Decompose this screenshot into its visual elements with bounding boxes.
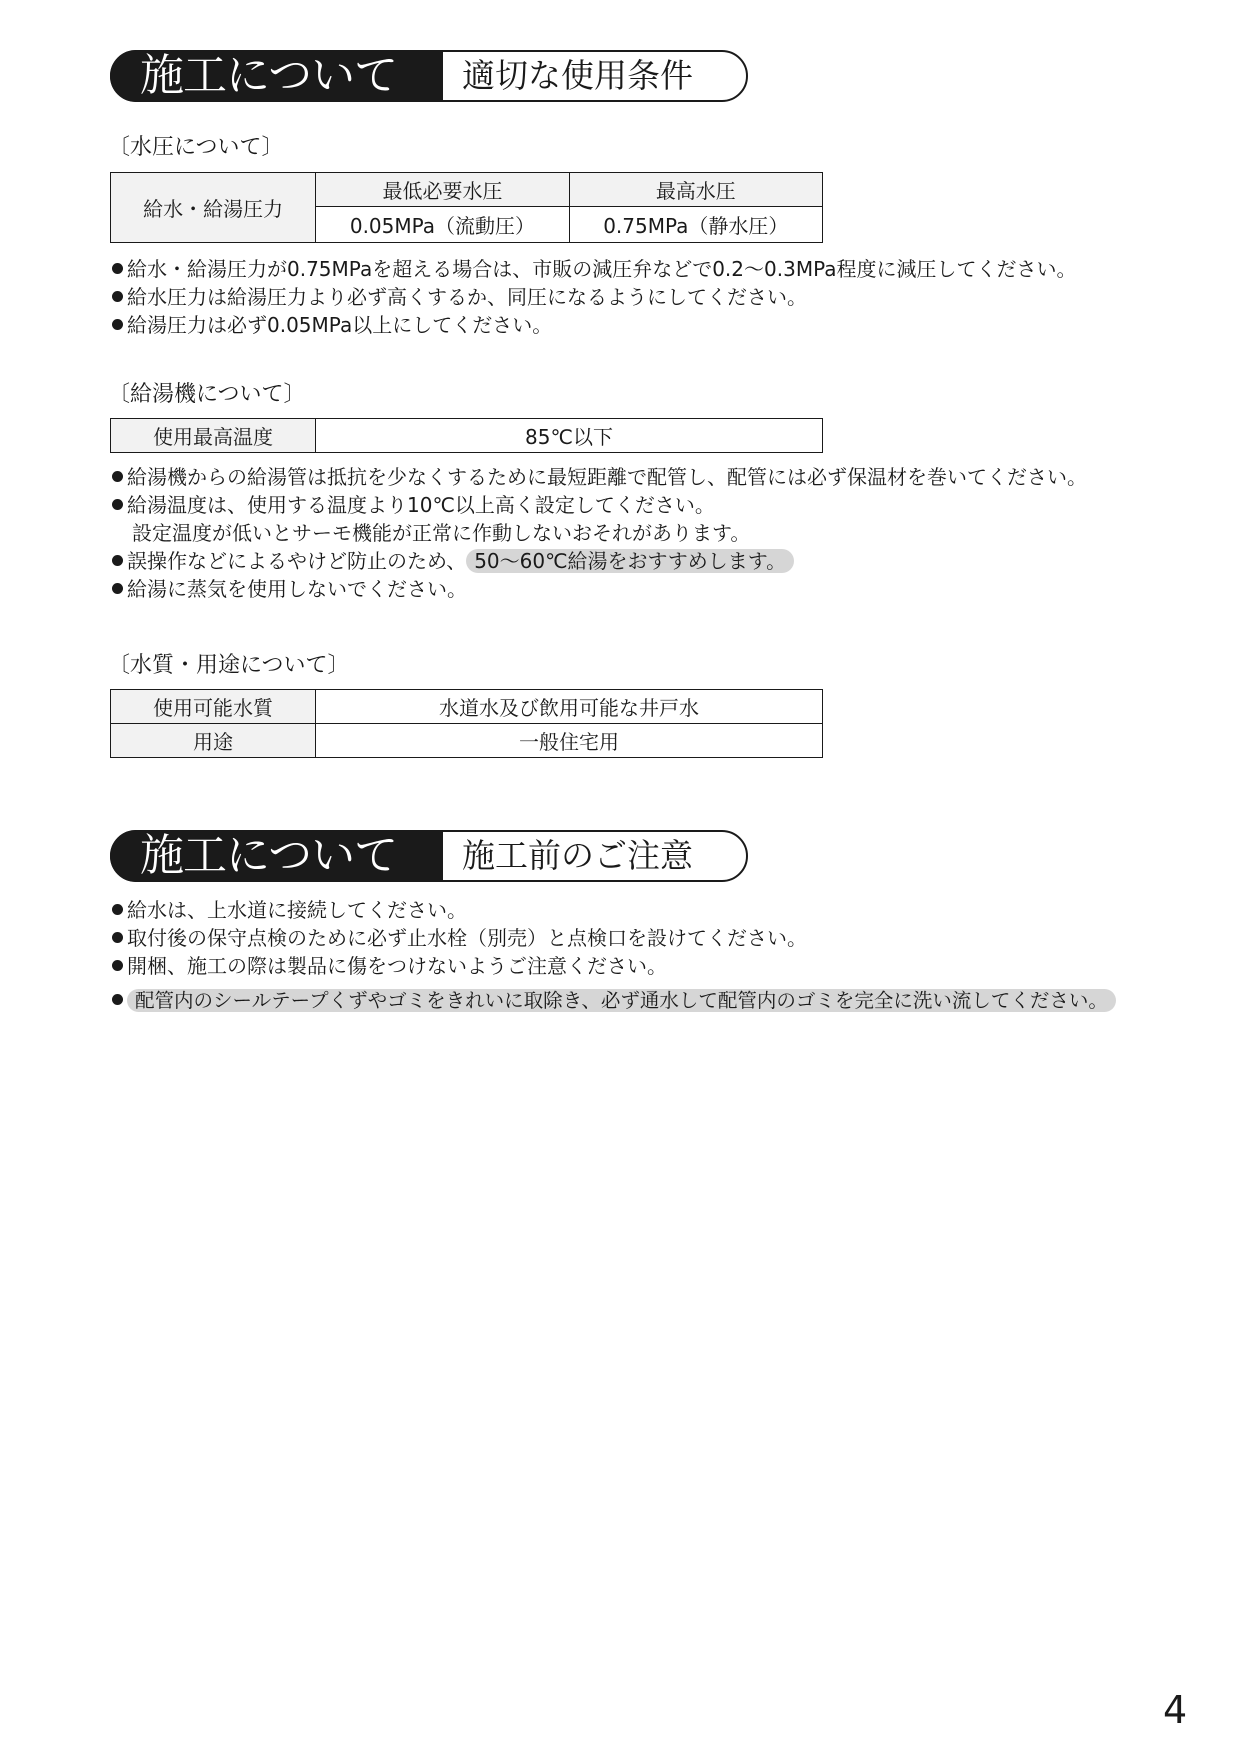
heading-light-label: 施工前のご注意 xyxy=(462,836,693,875)
section-heading-precautions xyxy=(110,830,748,882)
list-item-continuation: 設定温度が低いとサーモ機能が正常に作動しないおそれがあります。 xyxy=(132,521,751,545)
cell-min-header: 最低必要水圧 xyxy=(316,173,569,207)
bullet-icon xyxy=(112,932,123,943)
list-item: 給水・給湯圧力が0.75MPaを超える場合は、市販の減圧弁などで0.2～0.3MPa程度に減圧してください。 xyxy=(110,255,1077,283)
water-pressure-table xyxy=(110,172,823,243)
list-item: 給湯に蒸気を使用しないでください。 xyxy=(110,575,1087,603)
subhead-water-pressure: 〔水圧について〕 xyxy=(108,135,284,160)
page-number: 4 xyxy=(1163,1688,1188,1732)
bullet-icon xyxy=(112,471,123,482)
section-heading-usage-conditions xyxy=(110,50,748,102)
heading-dark-label: 施工について xyxy=(110,830,443,882)
water-heater-table xyxy=(110,418,823,453)
list-item: 給水圧力は給湯圧力より必ず高くするか、同圧になるようにしてください。 xyxy=(110,283,1077,311)
list-item: 給湯圧力は必ず0.05MPa以上にしてください。 xyxy=(110,311,1077,339)
list-item: 誤操作などによるやけど防止のため、 50～60℃給湯をおすすめします。 xyxy=(110,547,1087,575)
cell-max-temp-value: 85℃以下 xyxy=(316,419,823,453)
bullet-icon xyxy=(112,583,123,594)
water-pressure-notes xyxy=(110,255,1077,339)
cell-usage-label: 用途 xyxy=(111,724,316,758)
cell-quality-value: 水道水及び飲用可能な井戸水 xyxy=(316,690,823,724)
heading-light-label: 適切な使用条件 xyxy=(462,56,693,95)
cell-min-value: 0.05MPa（流動圧） xyxy=(316,207,569,243)
bullet-icon xyxy=(112,291,123,302)
bullet-icon xyxy=(112,263,123,274)
cell-max-value: 0.75MPa（静水圧） xyxy=(569,207,822,243)
list-item: 給水は、上水道に接続してください。 xyxy=(110,896,1116,924)
highlight-flush-pipes: 配管内のシールテープくずやゴミをきれいに取除き、必ず通水して配管内のゴミを完全に洗い流してください。 xyxy=(127,989,1116,1012)
precaution-notes xyxy=(110,896,1116,1015)
cell-max-header: 最高水圧 xyxy=(569,173,822,207)
list-item: 開梱、施工の際は製品に傷をつけないようご注意ください。 xyxy=(110,952,1116,980)
heading-dark-label: 施工について xyxy=(110,50,443,102)
subhead-water-quality: 〔水質・用途について〕 xyxy=(108,653,350,678)
bullet-icon xyxy=(112,555,123,566)
list-item: 取付後の保守点検のために必ず止水栓（別売）と点検口を設けてください。 xyxy=(110,924,1116,952)
cell-pressure-label: 給水・給湯圧力 xyxy=(111,173,316,243)
cell-usage-value: 一般住宅用 xyxy=(316,724,823,758)
bullet-icon xyxy=(112,960,123,971)
bullet-icon xyxy=(112,319,123,330)
bullet-icon xyxy=(112,994,123,1005)
list-item xyxy=(110,986,1116,1015)
bullet-icon xyxy=(112,904,123,915)
list-item: 給湯機からの給湯管は抵抗を少なくするために最短距離で配管し、配管には必ず保温材を巻いてください。 xyxy=(110,463,1087,491)
highlight-recommended-temp: 50～60℃給湯をおすすめします。 xyxy=(466,549,794,573)
water-heater-notes xyxy=(110,463,1087,603)
water-quality-table xyxy=(110,689,823,758)
cell-quality-label: 使用可能水質 xyxy=(111,690,316,724)
bullet-icon xyxy=(112,499,123,510)
subhead-water-heater: 〔給湯機について〕 xyxy=(108,382,306,407)
cell-max-temp-label: 使用最高温度 xyxy=(111,419,316,453)
list-item: 給湯温度は、使用する温度より10℃以上高く設定してください。 xyxy=(110,491,1087,519)
